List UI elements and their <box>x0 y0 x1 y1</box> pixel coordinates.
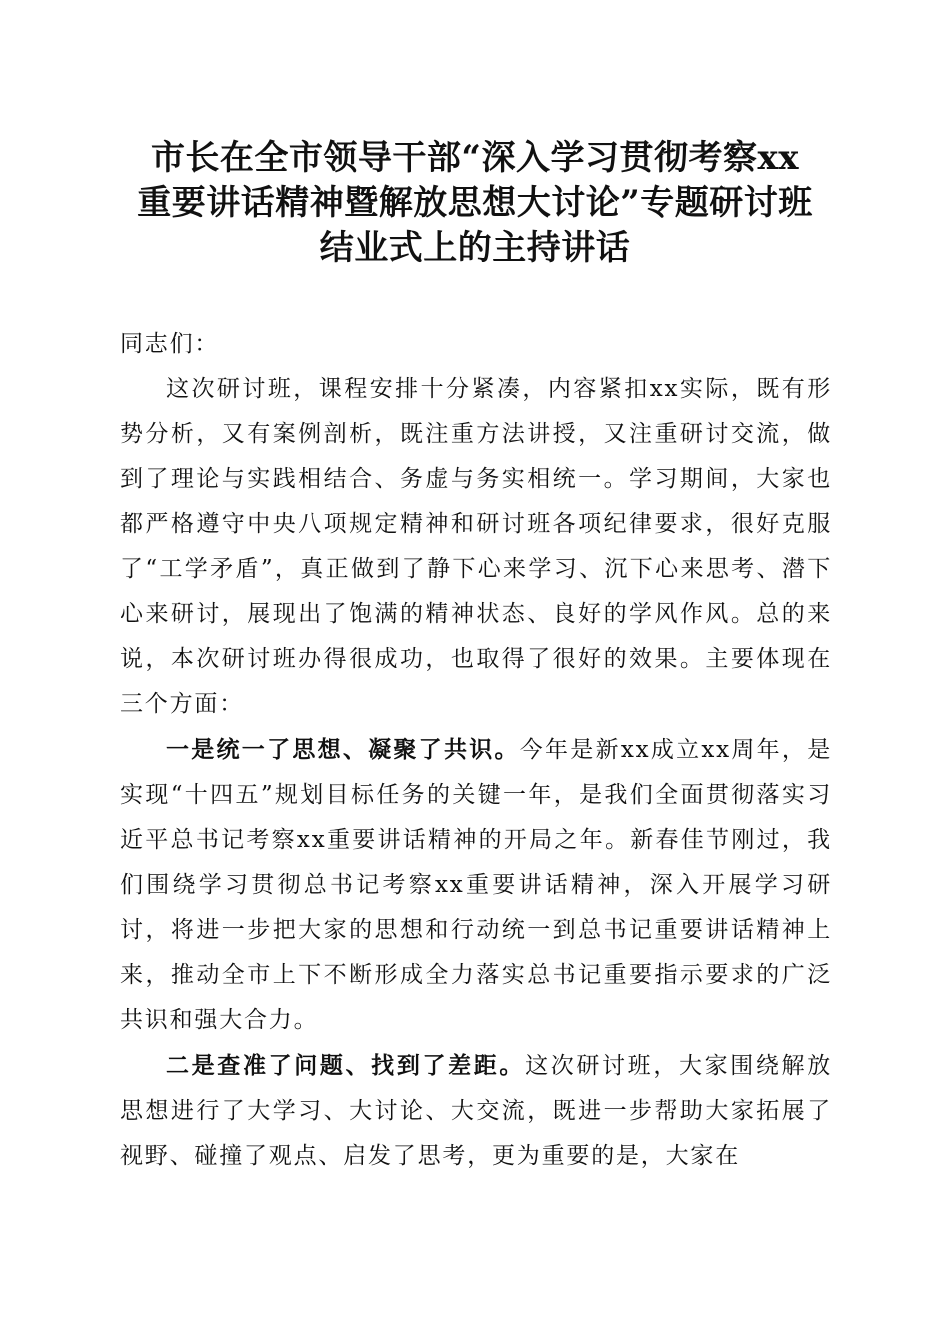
paragraph-1 <box>120 367 832 727</box>
paragraph-3-lead: 二是查准了问题、找到了差距。 <box>166 1052 526 1079</box>
title-line-1: 市长在全市领导干部“深入学习贯彻考察xx <box>150 138 800 178</box>
title-line-2: 重要讲话精神暨解放思想大讨论”专题研讨班 <box>137 183 813 223</box>
paragraph-3 <box>120 1043 832 1179</box>
paragraph-2-text: 今年是新xx成立xx周年，是实现“十四五”规划目标任务的关键一年，是我们全面贯彻落实习近平总书记考察xx重要讲话精神的开局之年。新春佳节刚过，我们围绕学习贯彻总书记考察xx重要讲话精神，深入开展学习研讨，将进一步把大家的思想和行动统一到总书记重要讲话精神上来，推动全市上下不断形成全力落实总书记重要指示要求的广泛共识和强大合力。 <box>120 737 832 1033</box>
paragraph-1-text: 这次研讨班，课程安排十分紧凑，内容紧扣xx实际，既有形势分析，又有案例剖析，既注重方法讲授，又注重研讨交流，做到了理论与实践相结合、务虚与务实相统一。学习期间，大家也都严格遵守中央八项规定精神和研讨班各项纪律要求，很好克服了“工学矛盾”，真正做到了静下心来学习、沉下心来思考、潜下心来研讨，展现出了饱满的精神状态、良好的学风作风。总的来说，本次研讨班办得很成功，也取得了很好的效果。主要体现在三个方面： <box>120 376 832 717</box>
document-title <box>100 136 850 271</box>
document-body <box>120 322 832 1179</box>
greeting: 同志们： <box>120 331 220 357</box>
paragraph-3-text: 这次研讨班，大家围绕解放思想进行了大学习、大讨论、大交流，既进一步帮助大家拓展了视野、碰撞了观点、启发了思考，更为重要的是，大家在 <box>120 1053 833 1169</box>
title-line-3: 结业式上的主持讲话 <box>319 228 631 268</box>
paragraph-2 <box>120 727 832 1043</box>
paragraph-2-lead: 一是统一了思想、凝聚了共识。 <box>166 736 520 763</box>
